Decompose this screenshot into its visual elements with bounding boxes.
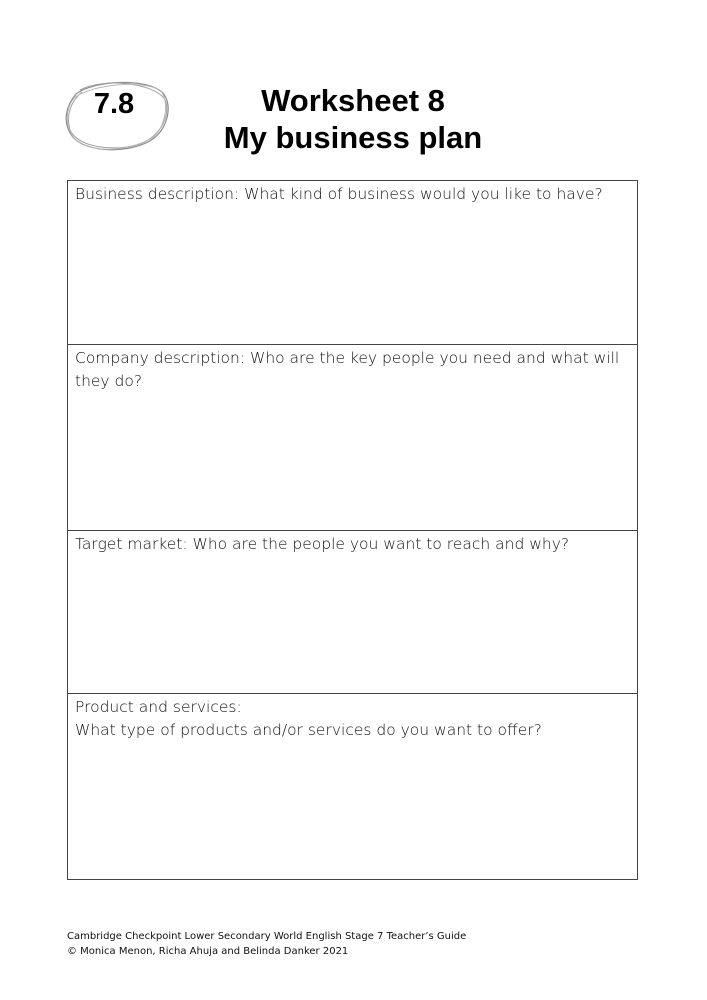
worksheet-title: Worksheet 8 <box>261 83 445 118</box>
worksheet-number: 7.8 <box>93 88 135 120</box>
footer-book-title: Cambridge Checkpoint Lower Secondary World English Stage 7 Teacher’s Guide <box>67 931 467 942</box>
section-prompt: What type of products and/or services do you want to offer? <box>75 721 542 739</box>
business-plan-table <box>67 180 638 880</box>
section-prompt: Business description: What kind of business would you like to have? <box>75 185 603 203</box>
company-description-section[interactable] <box>68 345 637 531</box>
section-prompt-continued: they do? <box>75 372 143 390</box>
section-prompt: Target market: Who are the people you want to reach and why? <box>75 535 570 553</box>
page-title <box>180 82 526 156</box>
section-heading: Product and services: <box>75 698 242 716</box>
page-footer <box>67 929 466 959</box>
product-and-services-section[interactable] <box>68 694 637 879</box>
footer-copyright: © Monica Menon, Richa Ahuja and Belinda Danker 2021 <box>67 946 349 957</box>
target-market-section[interactable] <box>68 531 637 694</box>
worksheet-subtitle: My business plan <box>223 120 483 155</box>
worksheet-number-badge <box>62 76 174 156</box>
business-description-section[interactable] <box>68 181 637 345</box>
section-prompt: Company description: Who are the key people you need and what will <box>75 349 620 367</box>
